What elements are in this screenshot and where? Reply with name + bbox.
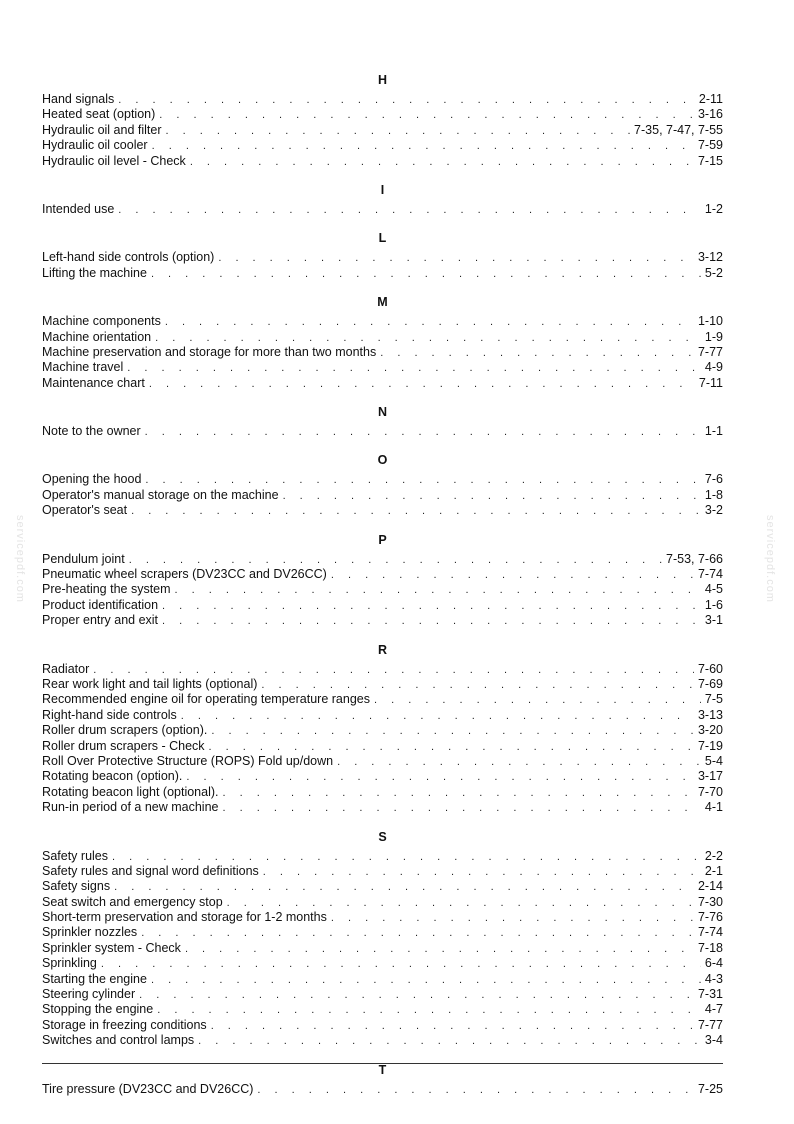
dot-leader xyxy=(181,709,694,724)
dot-leader xyxy=(186,770,694,785)
dot-leader xyxy=(151,973,701,988)
watermark-right: servicepdf.com xyxy=(764,515,776,603)
entry-label: Starting the engine xyxy=(42,971,147,986)
entry-label: Roll Over Protective Structure (ROPS) Fold up/down xyxy=(42,753,334,768)
entry-label: Opening the hood xyxy=(42,472,142,487)
dot-leader xyxy=(223,801,701,816)
dot-leader xyxy=(93,663,694,678)
entry-page-ref: 4-7 xyxy=(704,1002,723,1017)
index-entry xyxy=(42,266,723,281)
index-entry xyxy=(42,895,723,910)
dot-leader xyxy=(139,988,694,1003)
dot-leader xyxy=(155,331,701,346)
entry-page-ref: 7-31 xyxy=(697,987,723,1002)
index-entry xyxy=(42,314,723,329)
entry-page-ref: 7-6 xyxy=(704,472,723,487)
dot-leader xyxy=(165,315,694,330)
index-entry xyxy=(42,472,723,487)
index-entry xyxy=(42,503,723,518)
dot-leader xyxy=(223,786,694,801)
entry-label: Machine components xyxy=(42,314,161,329)
index-entry xyxy=(42,488,723,503)
entry-label: Pendulum joint xyxy=(42,551,125,566)
entry-label: Rotating beacon (option). xyxy=(42,769,183,784)
entry-page-ref: 4-5 xyxy=(704,582,723,597)
index-entry xyxy=(42,800,723,815)
section-letter: R xyxy=(377,642,388,657)
entry-label: Seat switch and emergency stop xyxy=(42,894,223,909)
index-entry xyxy=(42,879,723,894)
entry-label: Left-hand side controls (option) xyxy=(42,250,215,265)
dot-leader xyxy=(185,942,694,957)
index-list xyxy=(42,72,723,1110)
dot-leader xyxy=(129,553,662,568)
index-section-m xyxy=(42,294,723,391)
entry-label: Storage in freezing conditions xyxy=(42,1017,207,1032)
entry-label: Run-in period of a new machine xyxy=(42,800,219,815)
dot-leader xyxy=(227,896,694,911)
dot-leader xyxy=(175,583,701,598)
index-entry xyxy=(42,662,723,677)
entry-label: Rotating beacon light (optional). xyxy=(42,784,219,799)
dot-leader xyxy=(112,850,701,865)
entry-page-ref: 7-19 xyxy=(697,738,723,753)
section-letter: L xyxy=(378,231,387,246)
index-entry xyxy=(42,360,723,375)
entry-label: Pre-heating the system xyxy=(42,582,171,597)
entry-label: Radiator xyxy=(42,661,90,676)
index-entry xyxy=(42,613,723,628)
entry-page-ref: 3-16 xyxy=(697,107,723,122)
index-entry xyxy=(42,692,723,707)
entry-page-ref: 6-4 xyxy=(704,956,723,971)
index-entry xyxy=(42,987,723,1002)
index-entry xyxy=(42,250,723,265)
entry-page-ref: 7-74 xyxy=(697,925,723,940)
entry-label: Hand signals xyxy=(42,92,115,106)
index-entry xyxy=(42,941,723,956)
dot-leader xyxy=(157,1003,701,1018)
index-entry xyxy=(42,582,723,597)
dot-leader xyxy=(131,504,701,519)
entry-page-ref: 4-1 xyxy=(704,800,723,815)
entry-page-ref: 3-20 xyxy=(697,723,723,738)
entry-page-ref: 7-70 xyxy=(697,784,723,799)
entry-label: Safety signs xyxy=(42,879,111,894)
entry-label: Lifting the machine xyxy=(42,265,147,280)
entry-page-ref: 1-10 xyxy=(697,314,723,329)
dot-leader xyxy=(380,346,694,361)
dot-leader xyxy=(118,203,701,218)
index-entry xyxy=(42,910,723,925)
dot-leader xyxy=(166,124,631,139)
entry-page-ref: 1-8 xyxy=(704,487,723,502)
entry-label: Tire pressure (DV23CC and DV26CC) xyxy=(42,1081,254,1096)
entry-label: Sprinkler nozzles xyxy=(42,925,138,940)
dot-leader xyxy=(211,724,694,739)
index-entry xyxy=(42,567,723,582)
entry-page-ref: 3-12 xyxy=(697,250,723,265)
section-letter: N xyxy=(377,405,388,420)
index-entry xyxy=(42,769,723,784)
index-section-o xyxy=(42,452,723,518)
entry-page-ref: 5-4 xyxy=(704,753,723,768)
index-entry xyxy=(42,785,723,800)
entry-label: Steering cylinder xyxy=(42,987,136,1002)
entry-page-ref: 7-30 xyxy=(697,894,723,909)
dot-leader xyxy=(159,108,694,123)
entry-label: Roller drum scrapers (option). xyxy=(42,723,208,738)
entry-label: Proper entry and exit xyxy=(42,613,159,628)
dot-leader xyxy=(283,489,701,504)
index-entry xyxy=(42,598,723,613)
entry-page-ref: 4-9 xyxy=(704,360,723,375)
entry-label: Operator's manual storage on the machine xyxy=(42,487,279,502)
entry-label: Operator's seat xyxy=(42,503,128,518)
index-section-r xyxy=(42,642,723,816)
dot-leader xyxy=(145,473,701,488)
entry-label: Hydraulic oil level - Check xyxy=(42,153,186,168)
index-entry xyxy=(42,849,723,864)
entry-page-ref: 3-13 xyxy=(697,707,723,722)
entry-label: Product identification xyxy=(42,597,159,612)
section-letter: M xyxy=(377,295,388,310)
section-letter: P xyxy=(378,532,387,547)
entry-label: Rear work light and tail lights (optional) xyxy=(42,676,258,691)
index-entry xyxy=(42,123,723,138)
index-entry xyxy=(42,864,723,879)
entry-label: Safety rules and signal word definitions xyxy=(42,863,259,878)
dot-leader xyxy=(331,911,694,926)
dot-leader xyxy=(263,865,701,880)
entry-page-ref: 4-3 xyxy=(704,971,723,986)
entry-page-ref: 3-2 xyxy=(704,503,723,518)
dot-leader xyxy=(374,693,701,708)
entry-label: Note to the owner xyxy=(42,424,141,439)
index-entry xyxy=(42,107,723,122)
entry-page-ref: 5-2 xyxy=(704,265,723,280)
entry-page-ref: 7-15 xyxy=(697,153,723,168)
dot-leader xyxy=(149,377,695,392)
entry-page-ref: 7-18 xyxy=(697,940,723,955)
entry-page-ref: 7-69 xyxy=(697,676,723,691)
entry-page-ref: 7-76 xyxy=(697,910,723,925)
dot-leader xyxy=(261,678,694,693)
entry-page-ref: 7-5 xyxy=(704,692,723,707)
section-letter: H xyxy=(377,73,388,87)
entry-page-ref: 7-53, 7-66 xyxy=(666,551,723,566)
index-entry xyxy=(42,345,723,360)
entry-label: Stopping the engine xyxy=(42,1002,154,1017)
index-entry xyxy=(42,202,723,217)
index-entry xyxy=(42,1018,723,1033)
entry-label: Sprinkler system - Check xyxy=(42,940,181,955)
index-entry xyxy=(42,92,723,107)
dot-leader xyxy=(190,155,694,170)
index-section-s xyxy=(42,829,723,1049)
dot-leader xyxy=(209,740,694,755)
footer-rule xyxy=(42,1063,723,1064)
index-entry xyxy=(42,330,723,345)
section-letter: S xyxy=(378,829,387,844)
index-section-t xyxy=(42,1062,723,1097)
index-entry xyxy=(42,739,723,754)
entry-label: Recommended engine oil for operating temperature ranges xyxy=(42,692,370,707)
entry-page-ref: 2-2 xyxy=(704,848,723,863)
index-section-n xyxy=(42,404,723,439)
entry-label: Safety rules xyxy=(42,848,109,863)
dot-leader xyxy=(151,267,701,282)
index-section-i xyxy=(42,182,723,217)
index-entry xyxy=(42,1002,723,1017)
entry-label: Short-term preservation and storage for 1-2 months xyxy=(42,910,327,925)
entry-label: Machine orientation xyxy=(42,329,152,344)
index-entry xyxy=(42,708,723,723)
entry-page-ref: 7-60 xyxy=(697,661,723,676)
index-entry xyxy=(42,972,723,987)
index-section-h xyxy=(42,72,723,169)
entry-label: Maintenance chart xyxy=(42,375,145,390)
index-entry xyxy=(42,138,723,153)
dot-leader xyxy=(118,93,695,108)
index-entry xyxy=(42,925,723,940)
entry-label: Machine preservation and storage for more than two months xyxy=(42,344,377,359)
index-entry xyxy=(42,956,723,971)
entry-page-ref: 1-2 xyxy=(704,201,723,216)
entry-label: Switches and control lamps xyxy=(42,1033,195,1048)
entry-page-ref: 2-1 xyxy=(704,863,723,878)
dot-leader xyxy=(162,614,701,629)
index-entry xyxy=(42,677,723,692)
entry-page-ref: 3-1 xyxy=(704,613,723,628)
section-letter: I xyxy=(380,182,385,197)
index-entry xyxy=(42,754,723,769)
index-entry xyxy=(42,723,723,738)
index-entry xyxy=(42,424,723,439)
entry-page-ref: 3-17 xyxy=(697,769,723,784)
dot-leader xyxy=(152,139,694,154)
entry-page-ref: 7-59 xyxy=(697,138,723,153)
entry-label: Hydraulic oil cooler xyxy=(42,138,148,153)
dot-leader xyxy=(145,425,701,440)
dot-leader xyxy=(114,880,694,895)
entry-label: Machine travel xyxy=(42,360,124,375)
entry-page-ref: 7-35, 7-47, 7-55 xyxy=(634,122,723,137)
section-letter: T xyxy=(378,1062,387,1077)
entry-label: Heated seat (option) xyxy=(42,107,156,122)
section-letter: O xyxy=(377,453,388,468)
dot-leader xyxy=(218,251,694,266)
entry-label: Sprinkling xyxy=(42,956,97,971)
entry-label: Pneumatic wheel scrapers (DV23CC and DV26CC) xyxy=(42,567,327,582)
entry-page-ref: 7-74 xyxy=(697,567,723,582)
dot-leader xyxy=(141,926,694,941)
entry-page-ref: 7-25 xyxy=(697,1081,723,1096)
entry-label: Hydraulic oil and filter xyxy=(42,122,162,137)
watermark-left: servicepdf.com xyxy=(14,515,26,603)
index-entry xyxy=(42,1033,723,1048)
entry-label: Roller drum scrapers - Check xyxy=(42,738,205,753)
dot-leader xyxy=(101,957,701,972)
dot-leader xyxy=(211,1019,694,1034)
entry-page-ref: 7-77 xyxy=(697,1017,723,1032)
index-entry xyxy=(42,154,723,169)
dot-leader xyxy=(337,755,701,770)
index-section-p xyxy=(42,532,723,629)
entry-page-ref: 3-4 xyxy=(704,1033,723,1048)
entry-page-ref: 1-6 xyxy=(704,597,723,612)
entry-label: Intended use xyxy=(42,201,115,216)
entry-page-ref: 2-14 xyxy=(697,879,723,894)
dot-leader xyxy=(331,568,694,583)
dot-leader xyxy=(127,361,701,376)
index-entry xyxy=(42,552,723,567)
entry-label: Right-hand side controls xyxy=(42,707,177,722)
index-section-l xyxy=(42,230,723,281)
entry-page-ref: 1-1 xyxy=(704,424,723,439)
index-entry xyxy=(42,376,723,391)
index-entry xyxy=(42,1082,723,1097)
entry-page-ref: 7-11 xyxy=(698,375,723,390)
dot-leader xyxy=(257,1083,694,1098)
dot-leader xyxy=(198,1034,701,1049)
entry-page-ref: 7-77 xyxy=(697,344,723,359)
entry-page-ref: 2-11 xyxy=(698,92,723,106)
dot-leader xyxy=(162,599,701,614)
entry-page-ref: 1-9 xyxy=(704,329,723,344)
